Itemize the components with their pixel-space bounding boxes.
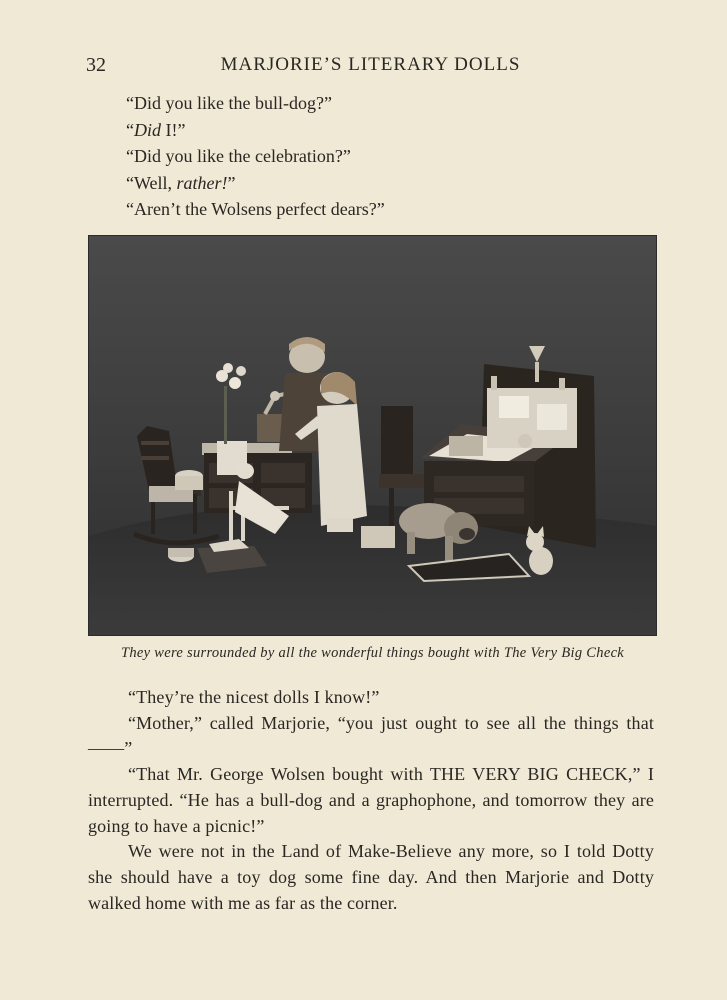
photo-illustration [88, 235, 657, 636]
figure-caption: They were surrounded by all the wonderful things bought with The Very Big Check [120, 645, 625, 661]
emphasis-text: Did [134, 119, 161, 140]
paragraph: “That Mr. George Wolsen bought with THE VERY BIG CHECK,” I interrupted. “He has a bull-dog and a graphophone, and tomorrow they are going to have a picnic!” [88, 764, 654, 836]
dialogue-block [126, 90, 385, 223]
dialogue-line [126, 117, 385, 144]
quote-close: I!” [161, 119, 186, 140]
doll-scene-photo [89, 236, 656, 635]
dialogue-line [126, 170, 385, 197]
running-title: MARJORIE’S LITERARY DOLLS [220, 54, 521, 75]
dialogue-line: “Did you like the celebration?” [126, 146, 351, 166]
body-text [88, 685, 654, 916]
page-number: 32 [86, 54, 106, 76]
dialogue-line: “Aren’t the Wolsens perfect dears?” [126, 199, 385, 219]
dialogue-line: “Did you like the bull-dog?” [126, 93, 332, 113]
paragraph: We were not in the Land of Make-Believe any more, so I told Dotty she should have a toy dog some fine day. And then Marjorie and Dotty walked home with me as far as the corner. [88, 841, 654, 913]
paragraph: “Mother,” called Marjorie, “you just ought to see all the things that——” [88, 712, 654, 759]
emphasis-text: rather! [176, 172, 228, 193]
paragraph: “They’re the nicest dolls I know!” [128, 687, 380, 707]
quote-open: “ [126, 119, 134, 140]
dialogue-text: “Well, [126, 172, 177, 193]
quote-close: ” [227, 172, 236, 193]
